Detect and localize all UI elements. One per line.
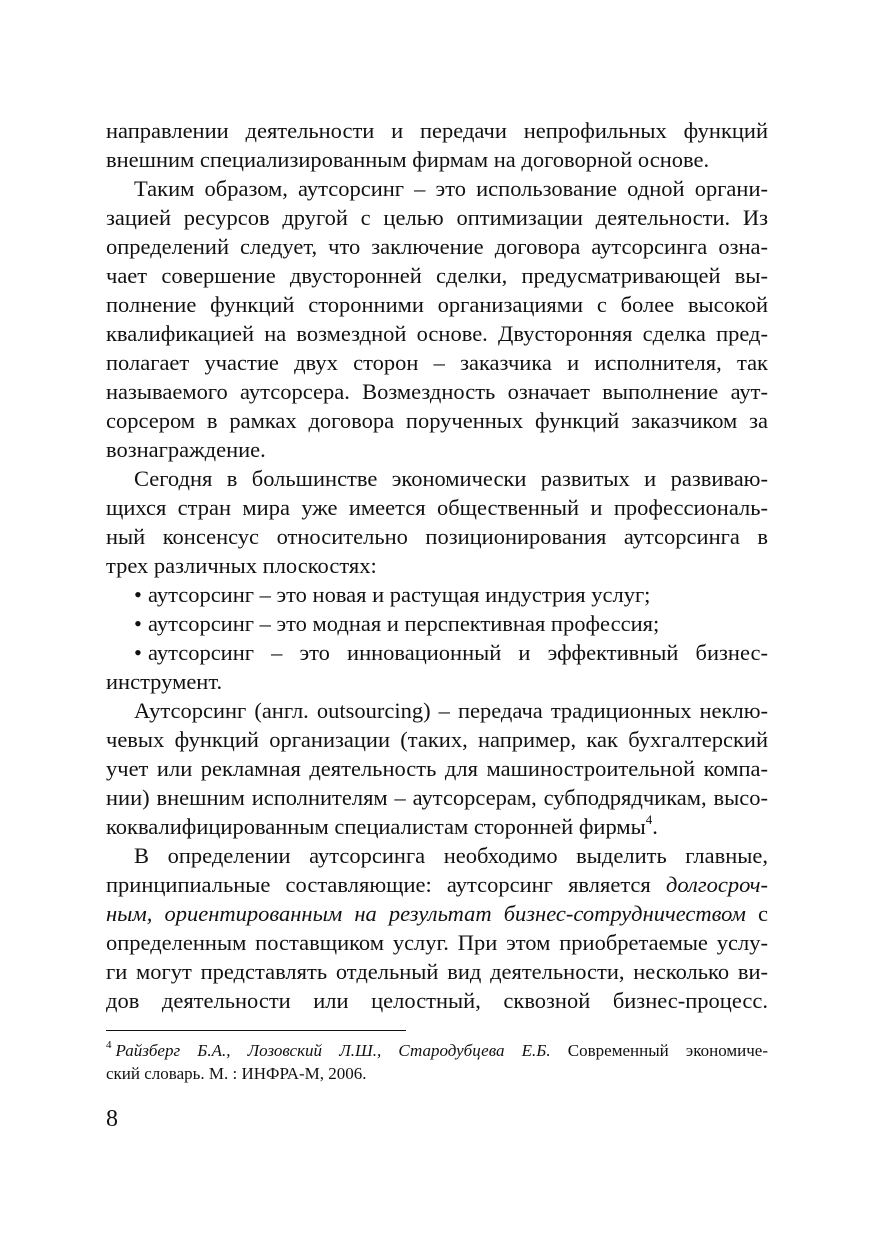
bullet-icon: • xyxy=(134,611,142,636)
bullet-text: аутсорсинг – это новая и растущая индустрия услуг; xyxy=(148,582,651,607)
page-number: 8 xyxy=(106,1106,118,1132)
text-line: определенным поставщиком услуг. При этом приобретаемые услу- xyxy=(106,930,768,955)
text-line: ный консенсус относительно позиционирования аутсорсинга в xyxy=(106,524,768,549)
text-line xyxy=(106,899,768,928)
text-run: коквалифицированным специалистам сторонней фирмы xyxy=(106,814,646,839)
text-line: направлении деятельности и передачи непрофильных функций xyxy=(106,118,768,143)
bullet-item xyxy=(134,580,768,609)
text-line: Сегодня в большинстве экономически развитых и развиваю- xyxy=(134,466,768,491)
footnote-number: 4 xyxy=(106,1039,112,1052)
text-line: Таким образом, аутсорсинг – это использование одной органи- xyxy=(134,176,768,201)
text-line: чает совершение двусторонней сделки, предусматривающей вы- xyxy=(106,263,768,288)
text-line: чевых функций организации (таких, например, как бухгалтерский xyxy=(106,727,768,752)
footnote-ref: 4 xyxy=(645,811,653,827)
text-line: ги могут представлять отдельный вид деятельности, несколько ви- xyxy=(106,959,768,984)
footnote-line xyxy=(106,1040,768,1062)
text-line: нии) внешним исполнителям – аутсорсерам, субподрядчикам, высо- xyxy=(106,785,768,810)
footnote-text: Современный экономиче- xyxy=(550,1041,768,1060)
footnote-authors: Райзберг Б.А., Лозовский Л.Ш., Стародубцева Е.Б. xyxy=(115,1041,551,1060)
text-line: дов деятельности или целостный, сквозной бизнес-процесс. xyxy=(106,988,768,1013)
text-line: Аутсорсинг (англ. outsourcing) – передача традиционных неклю- xyxy=(134,698,768,723)
text-line: В определении аутсорсинга необходимо выделить главные, xyxy=(134,843,768,868)
bullet-text: аутсорсинг – это инновационный и эффективный бизнес- xyxy=(148,640,768,665)
text-line: называемого аутсорсера. Возмездность означает выполнение аут- xyxy=(106,379,768,404)
text-line xyxy=(106,870,768,899)
text-line: сорсером в рамках договора порученных функций заказчиком за xyxy=(106,408,768,433)
footnote-divider xyxy=(106,1030,406,1031)
text-line: полнение функций сторонними организациями с более высокой xyxy=(106,292,768,317)
text-run: с xyxy=(745,901,768,926)
bullet-item xyxy=(134,609,768,638)
footnote-line: ский словарь. М. : ИНФРА-М, 2006. xyxy=(106,1064,367,1083)
text-line: трех различных плоскостях: xyxy=(106,553,377,578)
text-line: зацией ресурсов другой с целью оптимизации деятельности. Из xyxy=(106,205,768,230)
text-run: . xyxy=(652,814,658,839)
text-line: квалификацией на возмездной основе. Двусторонняя сделка пред- xyxy=(106,321,768,346)
bullet-icon: • xyxy=(134,640,142,665)
italic-text-run: долгосроч- xyxy=(665,872,768,897)
text-line: определений следует, что заключение договора аутсорсинга озна- xyxy=(106,234,768,259)
text-line: вознаграждение. xyxy=(106,437,266,462)
text-line xyxy=(106,812,768,841)
text-line: щихся стран мира уже имеется общественный и профессиональ- xyxy=(106,495,768,520)
italic-text-run: ным, ориентированным на результат бизнес-сотрудничеством xyxy=(106,901,746,926)
bullet-text: аутсорсинг – это модная и перспективная профессия; xyxy=(148,611,660,636)
text-line: полагает участие двух сторон – заказчика и исполнителя, так xyxy=(106,350,768,375)
bullet-icon: • xyxy=(134,582,142,607)
text-line: инструмент. xyxy=(106,669,223,694)
text-line: внешним специализированным фирмам на договорной основе. xyxy=(106,147,710,172)
bullet-item xyxy=(134,638,768,667)
text-line: учет или рекламная деятельность для машиностроительной компа- xyxy=(106,756,768,781)
text-run: принципиальные составляющие: аутсорсинг является xyxy=(106,872,666,897)
